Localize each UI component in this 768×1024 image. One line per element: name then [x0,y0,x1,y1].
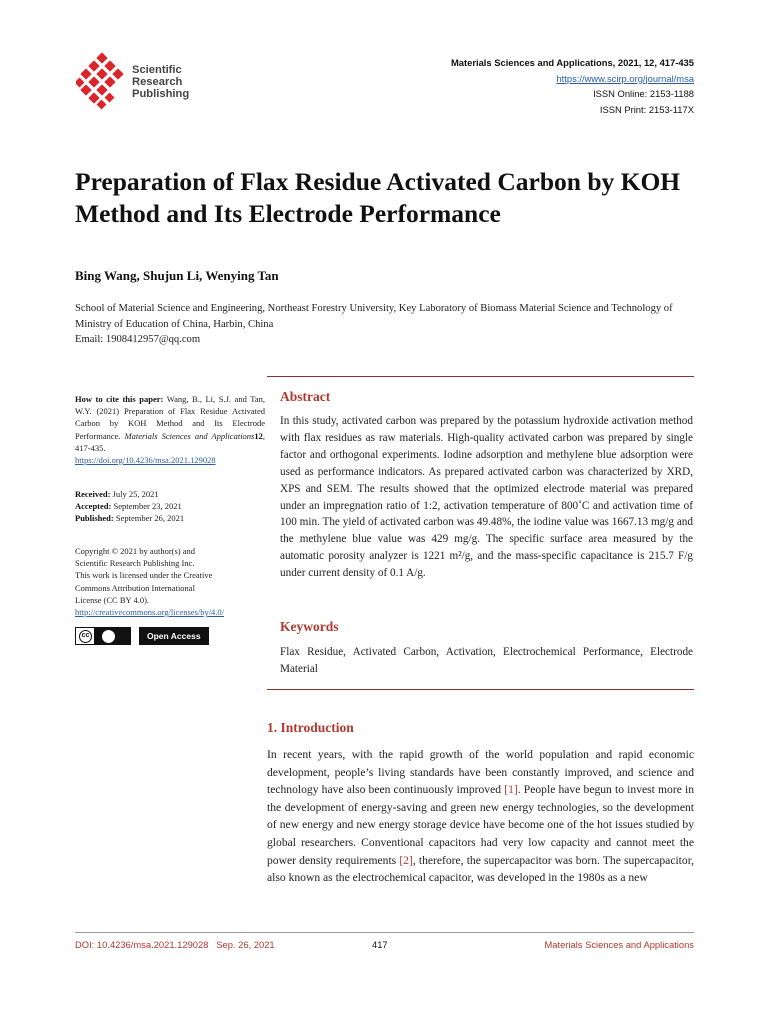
logo-line: Scientific [132,64,182,76]
journal-url-link[interactable]: https://www.scirp.org/journal/msa [556,72,694,84]
publisher-logo-text [132,64,189,100]
issn-print: ISSN Print: 2153-117X [599,103,694,115]
keywords-heading: Keywords [280,619,339,634]
cite-text: Wang, B., Li, S.J. and Tan, W.Y. (2021) Preparation of Flax Residue Activated Carbon by KOH Method and Its Electrode Performance. [75,394,265,441]
intro-text-part: , therefore, the supercapacitor was born. The supercapacitor, also known as the electrochemical capacitor, was developed in the 1980s as a new [267,853,694,885]
intro-text-part: In recent years, with the rapid growth of the world population and rapid economic development, people’s living standards have been constantly improved, and science and technology have also been continuously improved [267,748,694,797]
cite-volume: 12 [254,430,263,441]
article-authors: Bing Wang, Shujun Li, Wenying Tan [75,268,279,283]
article-affiliation: School of Material Science and Engineering, Northeast Forestry University, Key Laboratory of Biomass Material Science and Technology of Ministry of Education of China, Harbin, China [75,303,673,330]
introduction-heading: 1. Introduction [267,720,354,735]
copyright-line: Commons Attribution International [75,582,195,593]
article-title: Preparation of Flax Residue Activated Carbon by KOH Method and Its Electrode Performance [75,167,681,228]
accepted-label: Accepted: [75,501,112,512]
received-label: Received: [75,489,111,499]
copyright-line: License (CC BY 4.0). [75,594,150,605]
reference-link[interactable]: [1] [504,783,518,797]
published-label: Published: [75,513,114,524]
published-date: September 26, 2021 [115,513,185,524]
article-dates [75,488,265,525]
reference-link[interactable]: [2] [399,853,413,867]
logo-line: Research [132,76,183,88]
by-icon [102,630,115,643]
publisher-logo-icon [76,52,132,110]
accepted-date: September 23, 2021 [113,501,182,512]
doi-link[interactable]: https://doi.org/10.4236/msa.2021.129028 [75,455,216,466]
footer-rule [75,932,694,933]
article-email: Email: 1908412957@qq.com [75,334,201,345]
cite-journal: Materials Sciences and Applications [124,430,255,441]
footer-journal: Materials Sciences and Applications [544,939,694,950]
cite-pages: , 417-435. [75,430,265,453]
abstract-heading: Abstract [280,389,331,404]
copyright-line: This work is licensed under the Creative [75,570,213,581]
publisher-logo [76,52,206,112]
journal-info [451,55,694,117]
copyright-notice [75,545,265,618]
cc-by-badge[interactable] [75,627,131,645]
received-date: July 25, 2021 [112,489,159,499]
issn-online: ISSN Online: 2153-1188 [593,88,694,99]
abstract-top-rule [267,376,694,377]
page-number: 417 [372,939,388,950]
license-link[interactable]: http://creativecommons.org/licenses/by/4.0/ [75,607,225,618]
copyright-line: Scientific Research Publishing Inc. [75,558,195,569]
footer-doi-date: DOI: 10.4236/msa.2021.129028 Sep. 26, 2021 [75,939,275,950]
abstract-text: In this study, activated carbon was prepared by the potassium hydroxide activation method with flax residues as raw materials. High-quality activated carbon was prepared by single factor and orthogonal experiments. Iodine adsorption and methylene blue adsorption were used as performance indicators. As prepared activated carbon was characterized by XRD, XPS and SEM. The results showed that the optimized electrode material was prepared under an impregnation ratio of 1:2, activation temperature of 800˚C and activation time of 100 min. The yield of activated carbon was 49.48%, the iodine value was 1667.13 mg/g and the methylene blue value was 429 mg/g. The specific surface area measured by the automatic porosity analyzer is 1221 m²/g, and the mass-specific capacitance is 215.7 F/g under current density of 0.1 A/g. [280,415,693,580]
intro-text-part: . People have begun to invest more in the development of energy-saving and green new energy technologies, so the development of new energy and new energy storage device have become one of the hot issues studied by global researchers. Conventional capacitors had very low capacity and cannot meet the power density requirements [267,783,695,867]
how-to-cite [75,393,265,466]
journal-citation: Materials Sciences and Applications, 2021, 12, 417-435 [450,57,694,68]
introduction-text [267,746,694,887]
open-access-badge: Open Access [139,627,209,645]
keywords-text: Flax Residue, Activated Carbon, Activation, Electrochemical Performance, Electrode Material [280,646,693,675]
keywords-bottom-rule [267,689,694,690]
cc-icon: cc [79,630,92,643]
logo-line: Publishing [132,88,190,100]
cite-label: How to cite this paper: [75,394,164,404]
copyright-line: Copyright © 2021 by author(s) and [75,546,196,556]
